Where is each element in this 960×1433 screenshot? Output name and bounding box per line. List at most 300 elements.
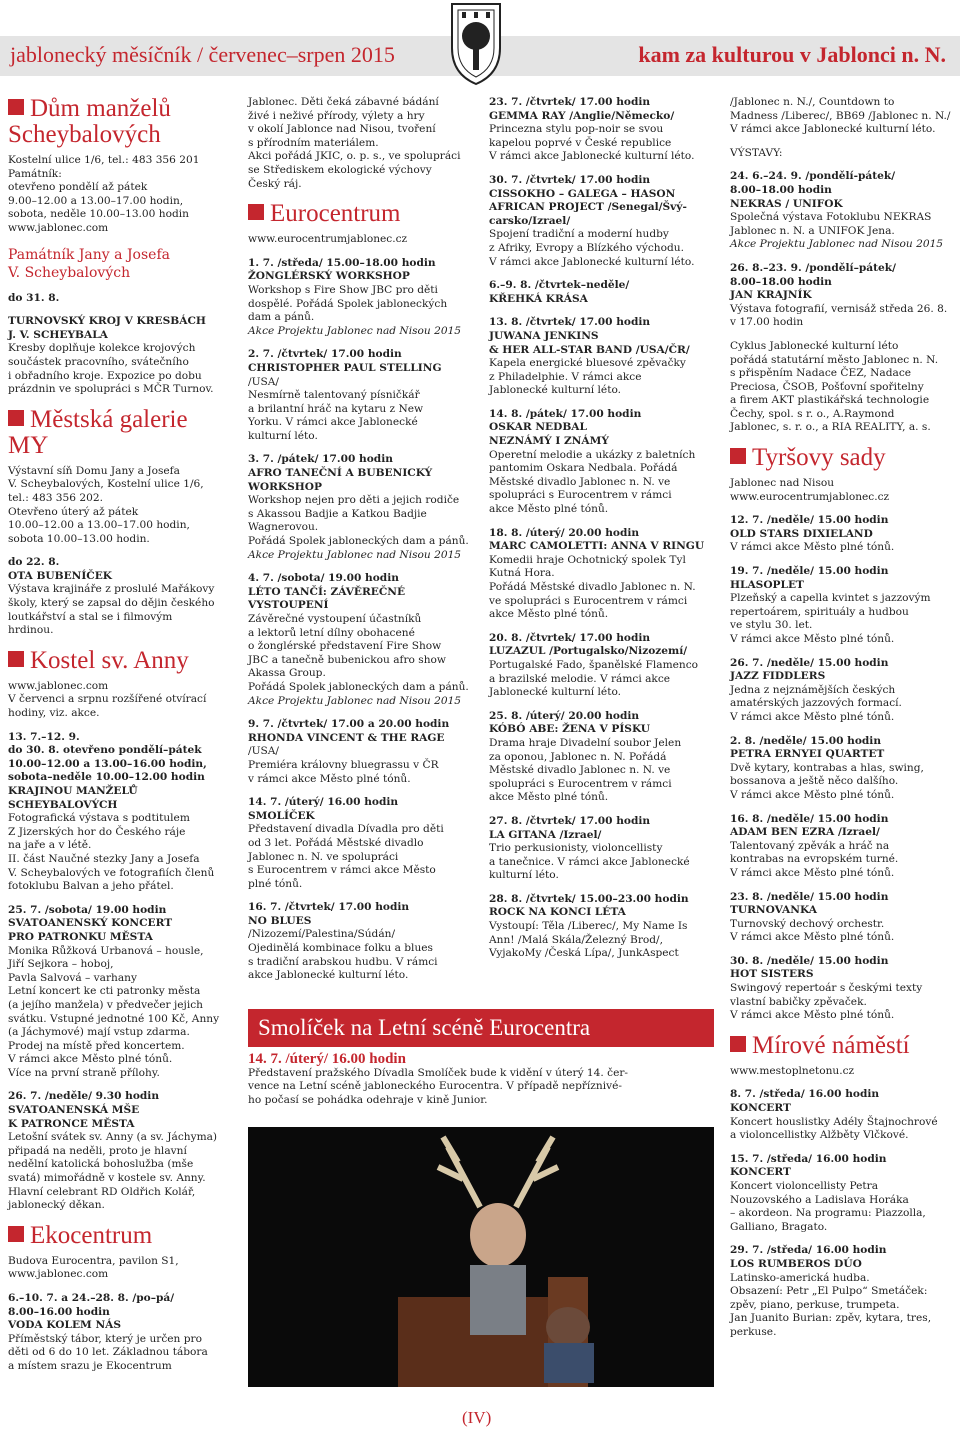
text-line: 19. 7. /neděle/ 15.00 hodin [730,565,889,578]
text-line: Monika Růžková Urbanová – housle, [8,944,204,957]
text-line: V rámci akce Město plné tónů. [730,931,895,944]
text-block [730,565,954,647]
column-2 [248,96,476,993]
text-line: Fotografická výstava s podtitulem [8,812,190,825]
text-line: dam a pánů. [248,311,315,324]
text-line: s přispěním Nadace ČEZ, Nadace [730,367,912,380]
text-line: Závěrečné vystoupení účastníků [248,613,422,625]
text-line: a violoncellistky Alžběty Vlčkové. [730,1129,909,1142]
text-block [8,1255,234,1282]
text-line: LUZAZUL /Portugalsko/Nizozemí/ [489,645,688,658]
text-line: do 30. 8. otevřeno pondělí–pátek [8,744,202,757]
text-line: Představení divadla Dívadla pro děti [248,823,444,836]
text-line: tel.: 483 356 202. [8,491,103,504]
text-line: Komedii hraje Ochotnický spolek Tyl [489,553,686,566]
text-line: ve stylu 30. let. [730,619,813,632]
text-line: CHRISTOPHER PAUL STELLING [248,361,442,374]
text-line: 14. 7. /úterý/ 16.00 hodin [248,796,399,809]
text-line: o žonglérské představení Fire Show [248,640,442,653]
text-line: ADAM BEN EZRA /Izrael/ [730,826,880,839]
text-block [730,514,954,555]
text-line: V rámci akce Město plné tónů. [730,1009,895,1022]
text-line: jablonecký děkan. [8,1199,105,1212]
column-4 [730,96,954,1350]
text-line: Plzeňský a capella kvintet s jazzovým [730,592,931,605]
square-bullet-icon [730,1036,746,1052]
text-line: V rámci akce Jablonecké kulturní léto. [489,255,695,268]
text-line: sobota, neděle 10.00–13.00 hodin [8,208,189,221]
text-line: Nouzovského a Ladislava Horáka [730,1193,909,1206]
text-line: 25. 7. /sobota/ 19.00 hodin [8,903,167,916]
square-bullet-icon [248,204,264,220]
section-heading-text: Tyršovy sady [752,444,886,472]
text-line: akce Jablonecké kulturní léto. [248,969,409,982]
text-line: KŘEHKÁ KRÁSA [489,292,588,305]
text-line: KONCERT [730,1102,791,1115]
text-line: hodiny, viz. akce. [8,707,100,720]
text-line: Akce Projektu Jablonec nad Nisou 2015 [248,324,462,337]
text-block [489,710,717,805]
section-heading-text: Eurocentrum [270,200,401,228]
text-line: V červenci a srpnu rozšířené otvírací [8,693,207,706]
text-block [730,1153,954,1235]
text-line: Jablonecké kulturní léto. [489,384,622,397]
text-line: Hlavní celebrant RD Oldřich Kolář, [8,1185,196,1198]
text-line: LÉTO TANČÍ: ZÁVĚREČNÉ [248,585,406,598]
square-bullet-icon [8,651,24,667]
text-line: 20. 8. /čtvrtek/ 17.00 hodin [489,631,651,644]
text-block [730,735,954,803]
text-line[interactable]: www.eurocentrumjablonec.cz [730,490,890,503]
text-block [730,891,954,945]
text-block [489,815,717,883]
text-line: loutkářství a stal se i filmovým [8,610,173,623]
section-heading [730,1033,954,1059]
text-block [248,453,476,562]
text-block [8,731,234,894]
text-line: se Střediskem ekologické výchovy [248,163,432,176]
text-block [730,1065,954,1079]
text-line: JAN KRAJNÍK [730,289,812,302]
text-line: 18. 8. /úterý/ 20.00 hodin [489,526,640,539]
text-line: perkuse. [730,1325,777,1338]
text-line: 9. 7. /čtvrtek/ 17.00 a 20.00 hodin [248,718,450,731]
text-block [8,680,234,721]
text-line: Vystoupí: Těla /Liberec/, My Name Is [489,920,688,933]
text-line: v okolí Jablonce nad Nisou, tvoření [248,123,436,136]
text-line: akce Město plné tónů. [489,503,609,516]
text-line: Akassa Group. [248,667,326,680]
text-block [489,316,717,398]
text-line: kulturní léto. [489,869,559,882]
text-line: V rámci akce Jablonecké kulturní léto. [489,150,695,163]
text-line: Princezna stylu pop-noir se svou [489,123,664,136]
text-line: Ann! /Malá Skála/Železný Brod/, [489,933,663,946]
text-block [8,315,234,397]
text-line: NEZNÁMÝ I ZNÁMÝ [489,435,609,448]
text-line: V rámci akce Město plné tónů. [730,788,895,801]
text-line: připadá na neděli, proto je hlavní [8,1144,187,1157]
text-line: spolupráci s Eurocentrem v rámci [489,489,672,502]
city-crest-icon [448,0,504,86]
text-line: pantomim Oskara Nedbala. Pořádá [489,462,678,475]
text-line: Kresby doplňuje kolekce krojových [8,342,196,355]
text-line: a brazilské melodie. V rámci akce [489,672,671,685]
text-line: /USA/ [248,745,279,758]
text-line: od 3 let. Pořádá Městské divadlo [248,836,424,849]
text-block [489,527,717,622]
column-3 [489,96,717,971]
text-line: SVATOANENSKÝ KONCERT [8,917,173,930]
text-line: Více na první straně přílohy. [8,1066,160,1079]
text-line: GEMMA RAY /Anglie/Německo/ [489,109,675,122]
text-line: a brilantní hráč na kytaru z New [248,402,424,415]
text-line: 29. 7. /středa/ 16.00 hodin [730,1244,887,1257]
text-line: Akce Projektu Jablonec nad Nisou 2015 [730,238,944,251]
text-line: CISSOKHO – GALEGA – HASON [489,187,676,200]
text-block [730,96,954,137]
text-line: sobota–neděle 10.00–12.00 hodin [8,771,205,784]
text-block [248,572,476,708]
text-line: RHONDA VINCENT & THE RAGE [248,731,445,744]
text-line: J. V. SCHEYBALA [8,328,108,341]
text-line: Spojení tradiční a moderní hudby [489,228,669,241]
text-line: a tanečnice. V rámci akce Jablonecké [489,855,690,868]
text-line: TURNOVSKÝ KROJ V KRESBÁCH [8,315,206,328]
text-line: v 17.00 hodin [730,316,804,329]
text-line: Premiéra královny bluegrassu v ČR [248,758,439,771]
text-line: Talentovaný zpěvák a hráč na [730,839,890,852]
banner-text-1: Představení pražského Dívadla Smolíček bude k vidění v úterý 14. čer- [248,1066,628,1079]
text-line: sobota 10.00–13.00 hodin. [8,532,150,545]
text-line: a lektorů letní dílny obohacené [248,626,415,639]
text-line: do 22. 8. [8,556,60,569]
text-line: /Jablonec n. N./, Countdown to [730,96,895,108]
text-block [489,279,717,306]
text-line: Workshop nejen pro děti a jejich rodiče [248,494,460,507]
text-block [730,340,954,435]
text-line: 30. 7. /čtvrtek/ 17.00 hodin [489,173,651,186]
text-line: Společná výstava Fotoklubu NEKRAS [730,211,932,224]
text-line: Swingový repertoár s českými texty [730,982,923,995]
text-line: Výstavní síň Domu Jany a Josefa [8,464,180,477]
text-line: KRAJINOU MANŽELŮ [8,785,138,797]
text-line: Akci pořádá JKIC, o. p. s., ve spolupráci [248,150,461,163]
text-line: Latinsko-americká hudba. [730,1271,870,1284]
text-line: 2. 7. /čtvrtek/ 17.00 hodin [248,348,402,361]
text-block [730,262,954,330]
banner-time: 14. 7. /úterý/ 16.00 hodin [248,1051,406,1067]
text-line: akce Město plné tónů. [489,791,609,804]
square-bullet-icon [8,410,24,426]
text-line: Jablonec, s. r. o., a RIA REALITY, a. s. [730,421,931,434]
text-line: kulturní léto. [248,429,318,442]
text-line: 1. 7. /středa/ 15.00–18.00 hodin [248,256,436,269]
text-line[interactable]: www.eurocentrumjablonec.cz [248,233,408,246]
text-line: Budova Eurocentra, pavilon S1, [8,1254,179,1267]
text-line: hrdinou. [8,624,54,637]
text-line: i obřadního kroje. Expozice po dobu [8,369,202,382]
text-line: Příměstský tábor, který je určen pro [8,1332,202,1345]
text-line: V rámci akce Město plné tónů. [730,633,895,645]
text-line: SVATOANENSKÁ MŠE [8,1104,140,1117]
text-line: Kostelní ulice 1/6, tel.: 483 356 201 [8,154,200,166]
text-line: 12. 7. /neděle/ 15.00 hodin [730,514,889,527]
text-line: /Nizozemí/Palestina/Súdán/ [248,928,396,941]
smolicek-photo [248,1127,714,1387]
banner-text-2: vence na Letní scéně jabloneckého Eurocentra. V případě nepříznivé- [248,1080,622,1093]
text-block [8,1292,234,1374]
text-block [730,477,954,504]
text-line: 6.–9. 8. /čtvrtek–neděle/ [489,279,630,292]
text-line: ŽONGLÉRSKÝ WORKSHOP [248,270,410,283]
section-heading-text: Mírové náměstí [752,1031,910,1059]
text-line: akce Město plné tónů. [489,608,609,621]
text-line: Jablonec n. N. a UNIFOK Jena. [730,224,895,237]
text-line: součástek pracovního, svátečního [8,355,189,368]
text-block [730,1088,954,1142]
text-line: V rámci akce Město plné tónů. [730,541,895,554]
text-line: s Eurocentrem v rámci akce Město [248,864,436,877]
text-line: 16. 7. /čtvrtek/ 17.00 hodin [248,901,410,914]
text-line: nedělní katolická bohoslužba (mše [8,1158,194,1171]
text-line: Koncert violoncellisty Petra [730,1180,879,1192]
text-line: V rámci akce Město plné tónů. [8,1053,173,1066]
text-line: Yorku. V rámci akce Jablonecké [248,416,418,429]
text-line: – akordeon. Na programu: Piazzolla, [730,1207,926,1220]
text-line: Wagnerovou. [248,521,319,534]
text-block [489,632,717,700]
text-line: 8.00–18.00 hodin [730,183,832,196]
text-line: svátku. Vstupné jednotné 100 Kč, Anny [8,1012,220,1025]
text-line: ROCK NA KONCI LÉTA [489,906,626,919]
text-block [248,796,476,891]
text-block [248,257,476,339]
text-line: a firem AKT plastikářská technologie [730,394,930,407]
text-block [248,96,476,191]
text-line: 28. 8. /čtvrtek/ 15.00–23.00 hodin [489,892,689,905]
text-line: na jaře a v létě. [8,839,92,852]
text-line: OSKAR NEDBAL [489,421,587,434]
text-line: Letošní svátek sv. Anny (a sv. Jáchyma) [8,1131,218,1144]
text-line[interactable]: www.jablonec.com [8,221,109,234]
text-block [8,154,234,236]
text-line: PRO PATRONKU MĚSTA [8,930,153,943]
text-line: TURNOVANKA [730,904,817,917]
text-block [489,96,717,164]
text-block [8,904,234,1081]
text-line[interactable]: www.mestoplnetonu.cz [730,1064,855,1077]
text-line: Letní koncert ke cti patronky města [8,985,201,998]
text-line: VyjakoMy /Česká Lípa/, JunkAspect [489,947,679,960]
text-line: pořádá statutární město Jablonec n. N. [730,353,939,366]
text-line: Jablonecké kulturní léto. [489,686,622,699]
text-line: K PATRONCE MĚSTA [8,1117,135,1130]
section-heading-text: Kostel sv. Anny [30,646,189,674]
text-line: Operetní melodie a ukázky z baletních [489,448,696,461]
text-line: Akce Projektu Jablonec nad Nisou 2015 [248,694,462,707]
section-heading [8,96,234,148]
text-block [248,901,476,983]
text-line: V rámci akce Město plné tónů. [730,710,895,723]
text-line: AFRO TANEČNÍ A BUBENICKÝ [248,467,433,480]
text-line: Pořádá Městské divadlo Jablonec n. N. [489,581,696,593]
text-line: 15. 7. /středa/ 16.00 hodin [730,1152,887,1165]
text-line: HOT SISTERS [730,968,814,981]
text-line: Pořádá Spolek jabloneckých dam a pánů. [248,680,469,693]
section-heading-text: Dům manželů Scheybalových [8,95,171,148]
text-line: (a Jáchymové) mají vstup zdarma. [8,1026,190,1039]
text-line: LA GITANA /Izrael/ [489,828,602,841]
text-block [730,147,954,161]
text-line: carsko/Izrael/ [489,214,571,227]
text-line: bossanova a ještě něco dalšího. [730,775,899,788]
banner-text-3: ho počasí se pohádka odehraje v kině Junior. [248,1093,488,1106]
text-line: spolupráci s Eurocentrem v rámci [489,777,672,790]
text-line: OTA BUBENÍČEK [8,569,113,582]
text-line: Městské divadlo Jablonec n. N. ve [489,764,671,777]
text-line: V rámci akce Jablonecké kulturní léto. [730,123,936,136]
text-line: 26. 8.–23. 9. /pondělí–pátek/ [730,261,896,274]
banner-title: Smolíček na Letní scéně Eurocentra [258,1015,591,1040]
text-line: LOS RUMBEROS DÚO [730,1257,862,1270]
square-bullet-icon [8,99,24,115]
text-line: z Philadelphie. V rámci akce [489,370,642,383]
text-line: kontrabas na evropském turné. [730,853,899,866]
stage-photo-illustration [248,1127,714,1387]
text-line: Otevřeno úterý až pátek [8,505,139,518]
text-line[interactable]: www.jablonec.com [8,1268,109,1281]
text-line: Výstava krajináře z proslulé Mařákovy [8,583,215,596]
text-line: /USA/ [248,375,279,388]
section-heading [8,1223,234,1249]
text-block [489,408,717,517]
text-line: Workshop s Fire Show JBC pro děti [248,283,438,296]
text-line: s přírodním materiálem. [248,136,379,149]
text-line: Jedna z nejznámějších českých [730,683,896,696]
text-line: Koncert houslistky Adély Štajnochrové [730,1115,938,1128]
text-line: 9.00–12.00 a 13.00–17.00 hodin, [8,194,184,207]
text-line: 6.–10. 7. a 24.–28. 8. /po–pá/ [8,1292,175,1304]
text-line: 14. 8. /pátek/ 17.00 hodin [489,407,642,420]
text-line: KONCERT [730,1166,791,1179]
text-line: zpěv, piano, perkuse, trumpeta. [730,1298,900,1311]
text-line: 26. 7. /neděle/ 9.30 hodin [8,1090,160,1103]
section-heading [8,648,234,674]
text-line: repertoárem, spirituály a hudbou [730,605,909,618]
text-line: 16. 8. /neděle/ 15.00 hodin [730,812,889,825]
text-line: do 31. 8. [8,291,60,304]
text-line: AFRICAN PROJECT /Senegal/Švý- [489,201,687,214]
section-heading [248,201,476,227]
text-line: Preciosa, ČSOB, Pošťovní spořitelny [730,380,924,393]
text-line: Madness /Liberec/, BB69 /Jablonec n. N./ [730,109,951,122]
text-line: kapelou poprvé v České republice [489,136,672,149]
text-line: 25. 8. /úterý/ 20.00 hodin [489,709,640,722]
text-block [489,174,717,269]
text-line[interactable]: www.jablonec.com [8,679,109,692]
text-line: Obsazení: Petr „El Pulpo“ Smetáček: [730,1285,928,1298]
text-line: v rámci akce Město plné tónů. [248,772,411,785]
text-line: Nesmírně talentovaný písničkář [248,389,420,402]
text-line: Prodej na místě před koncertem. [8,1039,185,1052]
text-line: prázdnin ve spolupráci s MČR Turnov. [8,383,214,396]
smolicek-banner [248,1009,714,1047]
text-line: Kutná Hora. [489,567,555,580]
text-line: Kapela energické bluesové zpěvačky [489,357,686,370]
text-line: 4. 7. /sobota/ 19.00 hodin [248,572,399,585]
text-line: JUWANA JENKINS [489,329,599,342]
text-line: s Akassou Badjie a Katkou Badjie [248,507,427,520]
text-line: JBC a tanečně bubenickou afro show [248,653,446,666]
text-line: 23. 8. /neděle/ 15.00 hodin [730,890,889,903]
section-heading-text: Městská galerie MY [8,405,188,459]
text-block [8,556,234,638]
text-line: Jan Juanito Burian: zpěv, kytara, tres, [730,1312,932,1325]
text-line: Drama hraje Divadelní soubor Jelen [489,736,682,749]
text-line: živé i neživé přírody, výlety a hry [248,109,425,122]
text-block [8,1090,234,1212]
text-line: 26. 7. /neděle/ 15.00 hodin [730,656,889,669]
text-line: vlastní babičky zpěvaček. [730,995,867,1008]
text-block [8,292,234,306]
text-line: V rámci akce Město plné tónů. [730,866,895,879]
text-block [730,955,954,1023]
text-line: amatérských jazzových formací. [730,697,902,710]
text-line: JAZZ FIDDLERS [730,670,826,683]
text-line: Pořádá Spolek jabloneckých dam a pánů. [248,535,469,548]
text-line: NO BLUES [248,914,312,927]
text-line: MARC CAMOLETTI: ANNA V RINGU [489,540,705,553]
text-line: (a jejího manžela) v předvečer jejich [8,998,203,1011]
text-line: & HER ALL-STAR BAND /USA/ČR/ [489,343,690,356]
text-line: Dvě kytary, kontrabas a hlas, swing, [730,761,924,774]
header-right-title: kam za kulturou v Jablonci n. N. [638,42,946,67]
text-line: II. část Naučné stezky Jany a Josefa [8,852,200,865]
text-line: WORKSHOP [248,480,322,493]
text-line: plné tónů. [248,877,303,890]
text-line: 30. 8. /neděle/ 15.00 hodin [730,954,889,967]
text-line: 8. 7. /středa/ 16.00 hodin [730,1088,880,1101]
text-line: VYSTOUPENÍ [248,599,329,612]
text-line: 23. 7. /čtvrtek/ 17.00 hodin [489,96,651,108]
text-line: Český ráj. [248,177,302,190]
text-line: Akce Projektu Jablonec nad Nisou 2015 [248,548,462,561]
text-line: 8.00–16.00 hodin [8,1305,110,1318]
text-line: Jiří Sejkora – hoboj, [8,958,114,971]
text-line: 13. 7.–12. 9. [8,730,80,743]
text-line: 3. 7. /pátek/ 17.00 hodin [248,453,393,466]
text-line: VÝSTAVY: [730,146,783,159]
text-line: 27. 8. /čtvrtek/ 17.00 hodin [489,814,651,827]
text-line: z Afriky, Evropy a Blízkého východu. [489,241,684,254]
text-line: SCHEYBALOVÝCH [8,798,118,811]
text-block [730,813,954,881]
text-line: svatá) mimořádně v kostele sv. Anny. [8,1172,206,1185]
text-block [730,657,954,725]
section-heading [730,445,954,471]
text-line: Ojedinělá kombinace folku a blues [248,942,433,955]
text-line: fotoklubu Balvan a jeho přátel. [8,880,174,893]
column-1 [8,96,234,1384]
smolicek-box [248,1053,714,1123]
text-line: Trio perkusionisty, violoncellisty [489,842,663,855]
text-line: SMOLÍČEK [248,809,315,822]
section-heading [8,407,234,459]
text-line: děti od 6 do 10 let. Základnou tábora [8,1346,208,1359]
subheading [8,246,234,282]
text-line: Portugalské Fado, španělské Flamenco [489,658,699,671]
